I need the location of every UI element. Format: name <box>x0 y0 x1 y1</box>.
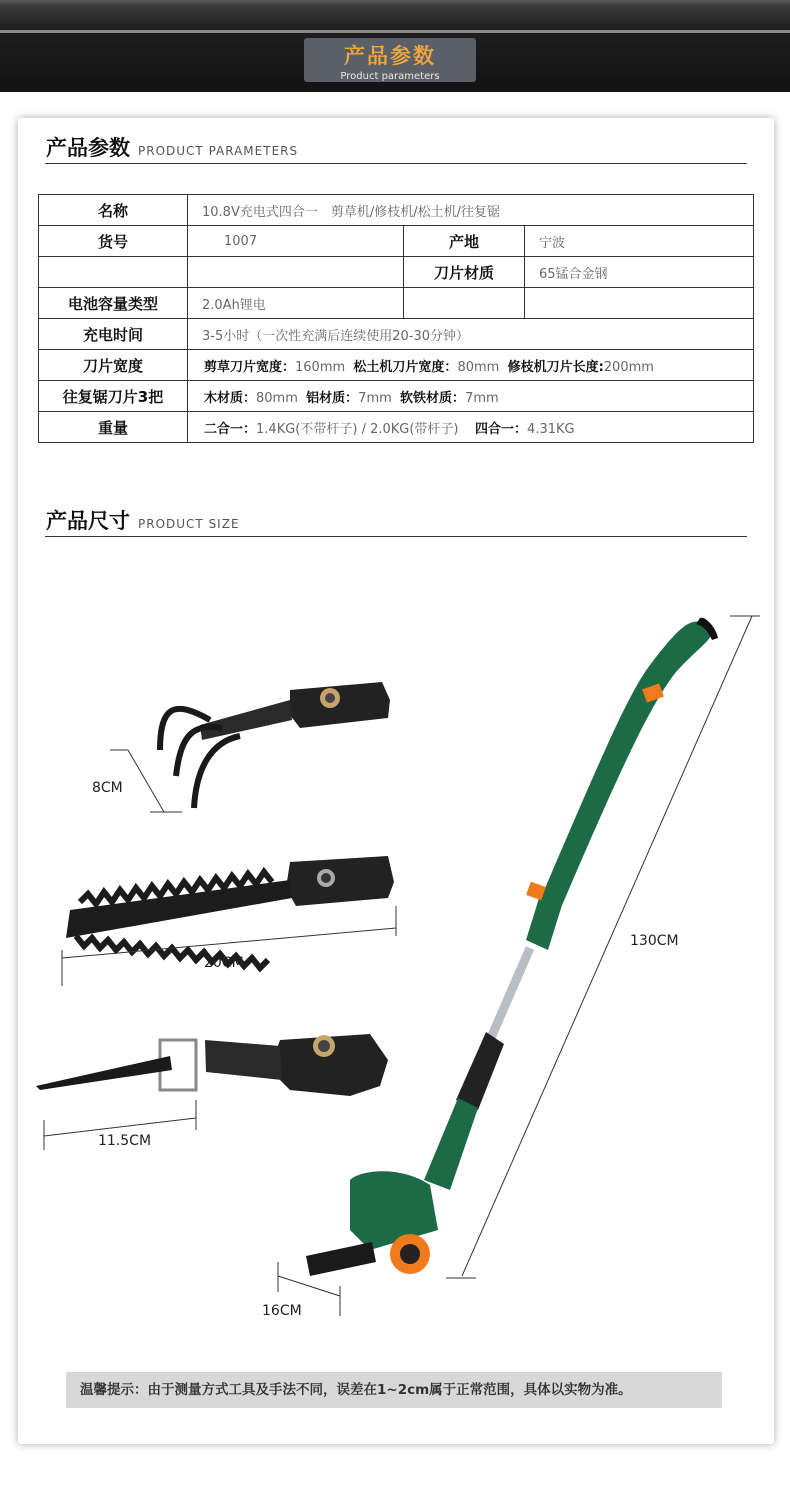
name-label: 名称 <box>39 195 188 226</box>
item-no-value: 1007 <box>188 226 404 257</box>
charge-label: 充电时间 <box>39 319 188 350</box>
blade-width-label: 刀片宽度 <box>39 350 188 381</box>
weight-two-label: 二合一： <box>204 421 257 437</box>
weight-four-label: 四合一： <box>475 421 528 437</box>
grass-dimension-label: 16CM <box>262 1303 302 1319</box>
saw-al-label: 铝材质： <box>306 390 359 406</box>
tip-bar <box>66 1372 722 1408</box>
saw-dimension-label: 11.5CM <box>98 1133 152 1149</box>
tip-label: 温馨提示： <box>80 1382 148 1398</box>
size-heading-zh: 产品尺寸 <box>46 509 130 533</box>
tiller-width-value: 80mm <box>457 359 500 375</box>
blade-material-label: 刀片材质 <box>403 257 524 288</box>
item-no-label: 货号 <box>39 226 188 257</box>
weight-label: 重量 <box>39 412 188 443</box>
battery-label: 电池容量类型 <box>39 288 188 319</box>
name-value: 10.8V充电式四合一 剪草机/修枝机/松土机/往复锯 <box>188 195 754 226</box>
tiller-dimension-label: 8CM <box>92 780 123 796</box>
hedge-attachment-image <box>66 856 394 968</box>
battery-value: 2.0Ah锂电 <box>188 288 404 319</box>
hedge-length-value: 200mm <box>603 359 654 375</box>
saw-attachment-image <box>36 1034 388 1096</box>
params-heading-zh: 产品参数 <box>46 136 130 160</box>
weight-four-value: 4.31KG <box>527 421 575 437</box>
tip-text: 由于测量方式工具及手法不同，误差在1~2cm属于正常范围，具体以实物为准。 <box>147 1382 632 1398</box>
total-length-label: 130CM <box>630 933 679 949</box>
hedge-length-label: 修枝机刀片长度: <box>507 359 604 375</box>
saw-label: 往复锯刀片3把 <box>39 381 188 412</box>
banner-title: 产品参数 <box>344 44 436 68</box>
blade-material-value: 65锰合金钢 <box>524 257 753 288</box>
banner-subtitle: Product parameters <box>340 71 440 82</box>
saw-iron-value: 7mm <box>465 390 499 406</box>
origin-label: 产地 <box>403 226 524 257</box>
grass-width-label: 剪草刀片宽度： <box>204 359 296 375</box>
saw-al-value: 7mm <box>358 390 392 406</box>
tiller-attachment-image <box>160 682 390 808</box>
params-heading-en: PRODUCT PARAMETERS <box>138 144 299 158</box>
weight-two-value: 1.4KG(不带杆子) / 2.0KG(带杆子) <box>256 421 459 437</box>
size-heading-en: PRODUCT SIZE <box>138 517 240 531</box>
tiller-width-label: 松土机刀片宽度： <box>353 359 458 375</box>
saw-wood-label: 木材质： <box>204 390 257 406</box>
origin-value: 宁波 <box>524 226 753 257</box>
grass-width-value: 160mm <box>295 359 346 375</box>
saw-iron-label: 软铁材质： <box>400 390 466 406</box>
charge-value: 3-5小时（一次性充满后连续使用20-30分钟） <box>188 319 754 350</box>
hedge-dimension-label: 20CM <box>204 955 244 971</box>
saw-wood-value: 80mm <box>256 390 298 406</box>
